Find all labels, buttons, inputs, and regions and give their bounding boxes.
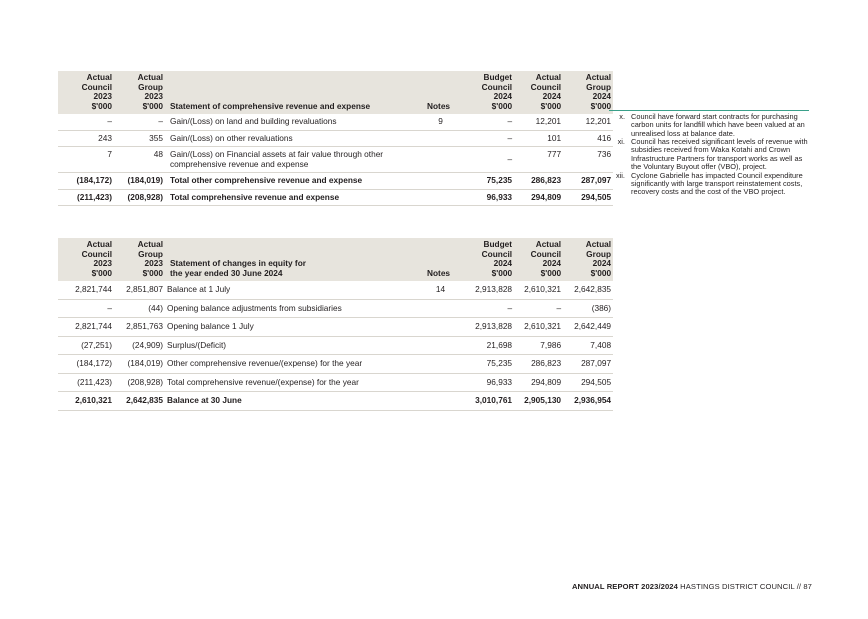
cell-notes xyxy=(425,147,456,173)
cell-notes xyxy=(425,336,456,355)
col-notes: Notes xyxy=(425,71,456,114)
cell-description: Opening balance adjustments from subsidiaries xyxy=(165,299,425,318)
cell-council-2024: 777 xyxy=(514,147,563,173)
cell-budget-2024: 2,913,828 xyxy=(456,318,514,337)
cell-group-2023: (184,019) xyxy=(114,355,165,374)
cell-notes: 14 xyxy=(425,281,456,299)
cell-budget-2024: – xyxy=(456,130,514,147)
note-text: Council have forward start contracts for purchasing carbon units for landfill which have been valued at an unrealised loss at balance date. xyxy=(631,112,805,138)
table-row xyxy=(58,318,613,337)
col-group-2023: Actual Group 2023 $'000 xyxy=(114,238,165,281)
footer-report-title: ANNUAL REPORT 2023/2024 xyxy=(571,582,678,591)
note-number: x. xyxy=(619,112,625,121)
cell-council-2023: 2,610,321 xyxy=(58,392,114,411)
cell-council-2024: 2,610,321 xyxy=(514,281,563,299)
cell-description: Total comprehensive revenue and expense xyxy=(165,189,425,206)
cell-description: Balance at 30 June xyxy=(165,392,425,411)
cell-group-2024: 287,097 xyxy=(563,355,613,374)
cell-council-2023: (184,172) xyxy=(58,355,114,374)
note-text: Cyclone Gabrielle has impacted Council expenditure significantly with large transport reinstatement costs, recovery costs and the cost of the VBO project. xyxy=(631,170,803,197)
table-header-row xyxy=(58,238,613,281)
cell-notes xyxy=(425,189,456,206)
side-note xyxy=(609,138,809,171)
cell-council-2024: 2,610,321 xyxy=(514,318,563,337)
cell-description: Other comprehensive revenue/(expense) for the year xyxy=(165,355,425,374)
cell-notes xyxy=(425,355,456,374)
cell-council-2024: 286,823 xyxy=(514,173,563,190)
col-group-2023: Actual Group 2023 $'000 xyxy=(114,71,165,114)
cell-group-2024: 2,642,449 xyxy=(563,318,613,337)
cell-council-2024: 2,905,130 xyxy=(514,392,563,411)
cell-budget-2024: – xyxy=(456,147,514,173)
comprehensive-revenue-table xyxy=(58,71,613,206)
cell-notes xyxy=(425,299,456,318)
table-header-row xyxy=(58,71,613,114)
cell-group-2024: 287,097 xyxy=(563,173,613,190)
cell-group-2023: – xyxy=(114,114,165,130)
cell-budget-2024: 75,235 xyxy=(456,355,514,374)
cell-group-2023: 2,851,763 xyxy=(114,318,165,337)
cell-description: Total other comprehensive revenue and expense xyxy=(165,173,425,190)
cell-budget-2024: – xyxy=(456,114,514,130)
col-group-2024: Actual Group 2024 $'000 xyxy=(563,238,613,281)
col-council-2024: Actual Council 2024 $'000 xyxy=(514,238,563,281)
cell-budget-2024: 96,933 xyxy=(456,373,514,392)
col-notes: Notes xyxy=(425,238,456,281)
cell-group-2023: (24,909) xyxy=(114,336,165,355)
cell-group-2023: 355 xyxy=(114,130,165,147)
cell-budget-2024: 75,235 xyxy=(456,173,514,190)
note-text: Council has received significant levels of revenue with subsidies received from Waka Kotahi and Crown Infrastructure Partners for transport works as well as the Voluntary Buyout offer (VBO), project. xyxy=(631,137,808,172)
table-row xyxy=(58,373,613,392)
cell-description: Opening balance 1 July xyxy=(165,318,425,337)
cell-council-2024: 294,809 xyxy=(514,373,563,392)
col-council-2023: Actual Council 2023 $'000 xyxy=(58,238,114,281)
cell-group-2023: (208,928) xyxy=(114,373,165,392)
cell-group-2024: (386) xyxy=(563,299,613,318)
table-row xyxy=(58,355,613,374)
cell-description: Surplus/(Deficit) xyxy=(165,336,425,355)
cell-group-2024: 7,408 xyxy=(563,336,613,355)
footer-separator: // xyxy=(796,582,802,591)
cell-council-2023: (27,251) xyxy=(58,336,114,355)
cell-group-2023: 2,642,835 xyxy=(114,392,165,411)
cell-budget-2024: 3,010,761 xyxy=(456,392,514,411)
cell-council-2023: 7 xyxy=(58,147,114,173)
cell-budget-2024: 2,913,828 xyxy=(456,281,514,299)
note-number: xi. xyxy=(617,137,625,147)
cell-group-2024: 12,201 xyxy=(563,114,613,130)
table-row-total xyxy=(58,189,613,206)
cell-group-2024: 416 xyxy=(563,130,613,147)
cell-council-2023: (211,423) xyxy=(58,189,114,206)
cell-council-2023: – xyxy=(58,299,114,318)
note-number: xii. xyxy=(615,170,625,180)
cell-group-2024: 294,505 xyxy=(563,189,613,206)
cell-notes xyxy=(425,173,456,190)
cell-group-2024: 294,505 xyxy=(563,373,613,392)
cell-council-2023: 243 xyxy=(58,130,114,147)
col-description: Statement of changes in equity for the year ended 30 June 2024 xyxy=(165,238,425,281)
cell-group-2024: 2,642,835 xyxy=(563,281,613,299)
page-footer xyxy=(572,582,812,591)
cell-budget-2024: 21,698 xyxy=(456,336,514,355)
table-row-total xyxy=(58,173,613,190)
cell-council-2023: – xyxy=(58,114,114,130)
cell-description: Gain/(Loss) on Financial assets at fair value through other comprehensive revenue and expense xyxy=(165,147,425,173)
table-row xyxy=(58,336,613,355)
cell-council-2023: 2,821,744 xyxy=(58,281,114,299)
cell-council-2023: (211,423) xyxy=(58,373,114,392)
col-group-2024: Actual Group 2024 $'000 xyxy=(563,71,613,114)
cell-description: Total comprehensive revenue/(expense) for the year xyxy=(165,373,425,392)
cell-council-2024: 286,823 xyxy=(514,355,563,374)
cell-notes xyxy=(425,373,456,392)
cell-council-2024: 12,201 xyxy=(514,114,563,130)
table-row xyxy=(58,299,613,318)
cell-group-2023: (208,928) xyxy=(114,189,165,206)
table-row xyxy=(58,147,613,173)
cell-budget-2024: – xyxy=(456,299,514,318)
cell-council-2024: 101 xyxy=(514,130,563,147)
cell-group-2024: 736 xyxy=(563,147,613,173)
table-row xyxy=(58,281,613,299)
col-budget-2024: Budget Council 2024 $'000 xyxy=(456,71,514,114)
col-council-2024: Actual Council 2024 $'000 xyxy=(514,71,563,114)
table-row xyxy=(58,114,613,130)
table-row-total xyxy=(58,392,613,411)
cell-group-2024: 2,936,954 xyxy=(563,392,613,411)
cell-group-2023: 2,851,807 xyxy=(114,281,165,299)
cell-budget-2024: 96,933 xyxy=(456,189,514,206)
table-row xyxy=(58,130,613,147)
cell-description: Gain/(Loss) on land and building revaluations xyxy=(165,114,425,130)
cell-council-2023: (184,172) xyxy=(58,173,114,190)
cell-council-2024: 7,986 xyxy=(514,336,563,355)
cell-notes: 9 xyxy=(425,114,456,130)
cell-description: Gain/(Loss) on other revaluations xyxy=(165,130,425,147)
cell-group-2023: 48 xyxy=(114,147,165,173)
cell-notes xyxy=(425,130,456,147)
cell-group-2023: (44) xyxy=(114,299,165,318)
cell-notes xyxy=(425,318,456,337)
cell-council-2024: – xyxy=(514,299,563,318)
cell-group-2023: (184,019) xyxy=(114,173,165,190)
col-budget-2024: Budget Council 2024 $'000 xyxy=(456,238,514,281)
side-note xyxy=(609,113,809,138)
cell-notes xyxy=(425,392,456,411)
cell-council-2024: 294,809 xyxy=(514,189,563,206)
cell-council-2023: 2,821,744 xyxy=(58,318,114,337)
changes-in-equity-table xyxy=(58,238,613,411)
side-notes xyxy=(609,110,809,197)
page-number: 87 xyxy=(803,582,812,591)
cell-description: Balance at 1 July xyxy=(165,281,425,299)
footer-council-name: HASTINGS DISTRICT COUNCIL xyxy=(680,582,795,591)
col-description: Statement of comprehensive revenue and expense xyxy=(165,71,425,114)
side-note xyxy=(609,172,809,197)
col-council-2023: Actual Council 2023 $'000 xyxy=(58,71,114,114)
